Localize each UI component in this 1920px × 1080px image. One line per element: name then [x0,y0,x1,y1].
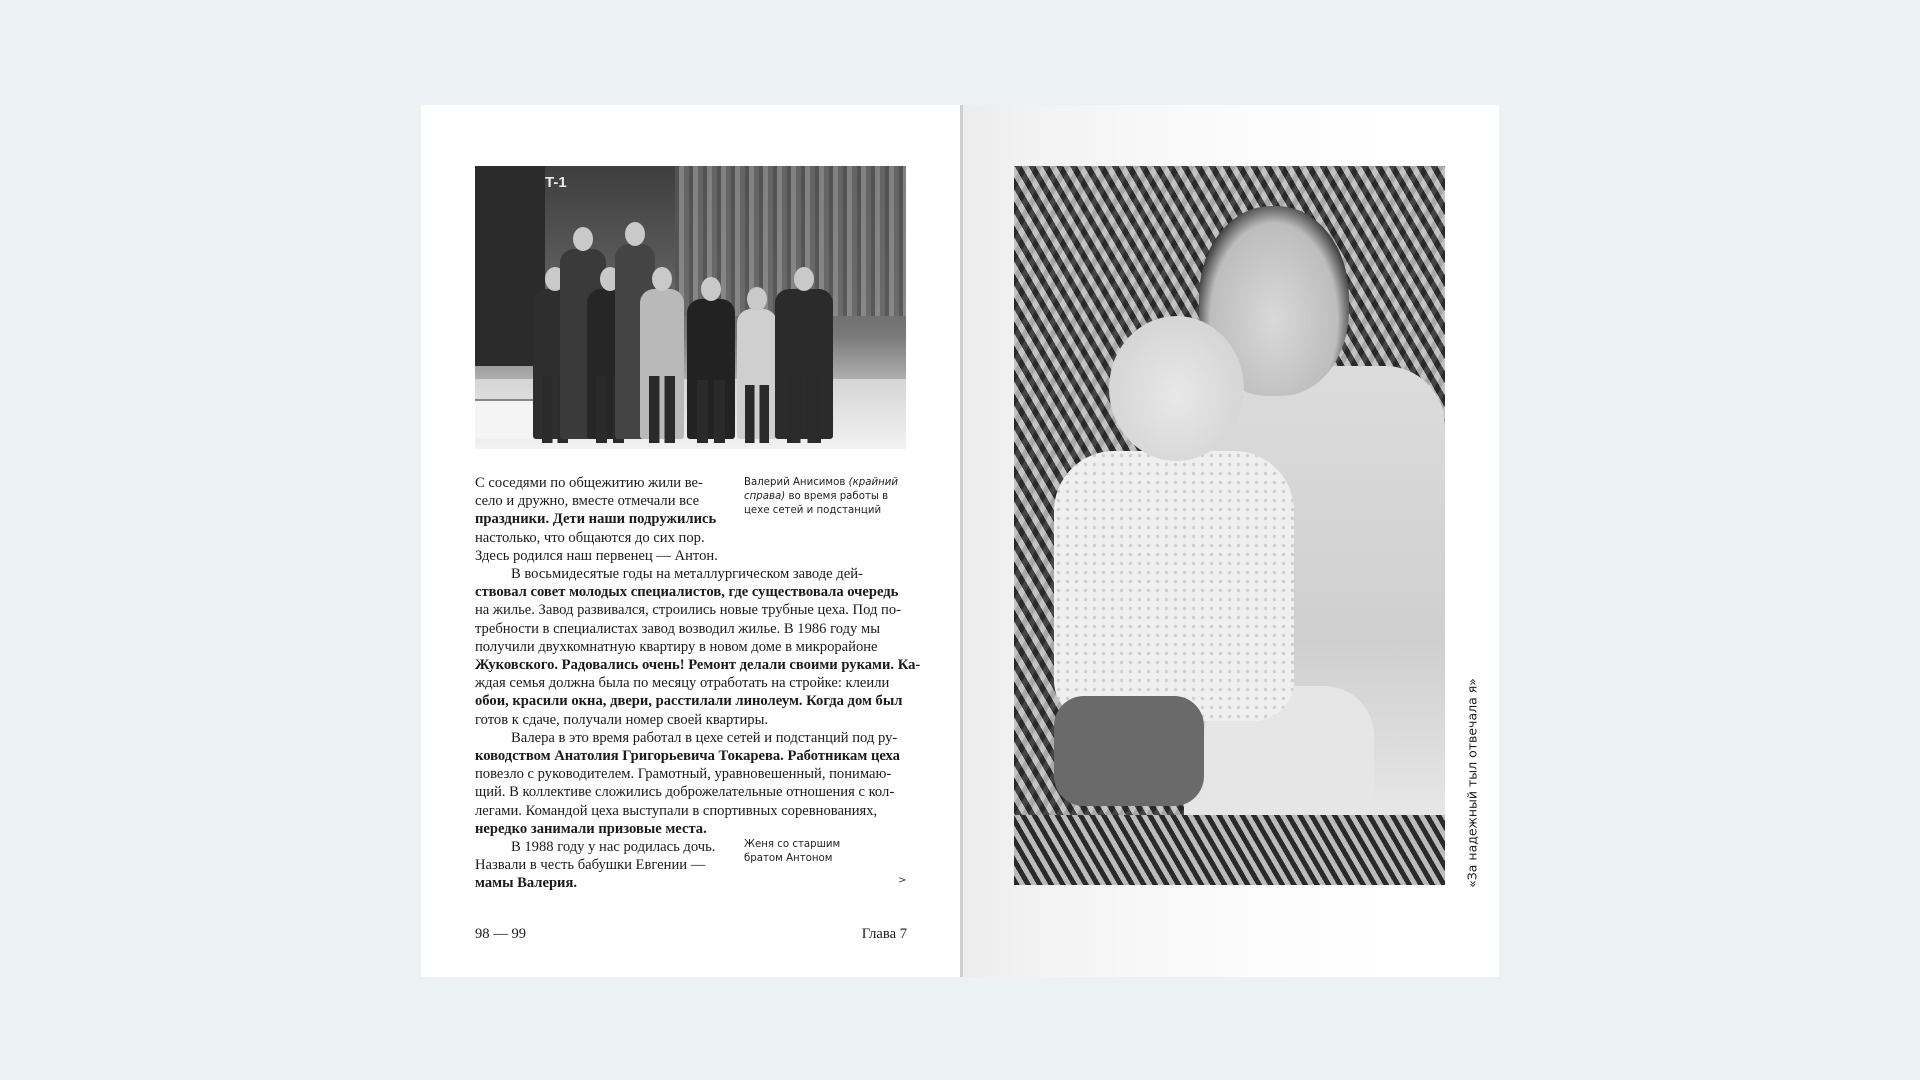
text-line: Назвали в честь бабушки Евгении — [475,857,706,874]
text-line: щий. В коллективе сложились доброжелательные отношения с кол- [475,784,895,801]
photo-sofa-pattern [1014,815,1445,885]
text-line: С соседями по общежитию жили ве- [475,475,703,491]
body-text [475,474,921,893]
text-line: получили двухкомнатную квартиру в новом доме в микрорайоне [475,638,878,655]
caption-italic: (крайний справа) [744,477,898,503]
text-line: Жуковского. Радовались очень! Ремонт делали своими руками. Ка- [475,657,921,674]
caption-name: Валерий Анисимов [744,477,846,488]
text-line: село и дружно, вместе отмечали все [475,493,700,510]
caption-rest: во время работы в цехе сетей и подстанций [744,491,889,517]
chapter-label: Глава 7 [861,926,907,942]
photo-person [775,289,833,439]
photo-marking: T-1 [545,174,567,191]
text-line: Валера в это время работал в цехе сетей и подстанций под ру- [511,729,898,746]
right-page [963,105,1499,977]
kids-photo [1014,166,1445,885]
text-line: готов к сдаче, получали номер своей квартиры. [475,711,769,728]
left-page [421,105,960,977]
text-line: мамы Валерия. [475,875,578,892]
text-line: требности в специалистах завод возводил жилье. В 1986 году мы [475,620,881,637]
photo-caption-kids [744,838,904,866]
text-line: обои, красили окна, двери, расстилали линолеум. Когда дом был [475,693,903,710]
photo-baby-head [1109,316,1244,461]
running-title [1461,678,1483,888]
text-line: ствовал совет молодых специалистов, где существовала очередь [475,584,899,601]
text-line: ждая семья должна была по месяцу отработать на стройке: клеили [475,675,890,692]
text-line: В восьмидесятые годы на металлургическом заводе дей- [511,566,863,583]
photo-baby-feet [1054,696,1204,806]
caption-line: Женя со старшим [744,839,841,850]
text-line: В 1988 году у нас родилась дочь. [511,839,716,856]
workers-photo [475,166,906,449]
caption-line: братом Антоном [744,853,833,865]
photo-caption-workers [744,476,904,519]
photo-person [737,309,777,439]
text-line: повезло с руководителем. Грамотный, уравновешенный, понимаю- [475,766,892,783]
page-numbers: 98 — 99 [475,926,527,942]
photo-person [640,289,684,439]
text-line: ководством Анатолия Григорьевича Токарева. Работникам цеха [475,748,900,765]
text-line: нередко занимали призовые места. [475,820,707,837]
photo-person [687,299,735,439]
text-line: на жилье. Завод развивался, строились новые трубные цеха. Под по- [475,602,901,619]
text-line: Здесь родился наш первенец — Антон. [475,547,718,564]
text-line: легами. Командой цеха выступали в спортивных соревнованиях, [475,802,878,819]
caption-pointer-icon: > [898,875,907,886]
photo-baby-body [1054,451,1294,721]
running-title-text: «За надежный тыл отвечала я» [1464,678,1480,888]
text-line: праздники. Дети наши подружились [475,511,717,528]
text-line: настолько, что общаются до сих пор. [475,529,705,546]
